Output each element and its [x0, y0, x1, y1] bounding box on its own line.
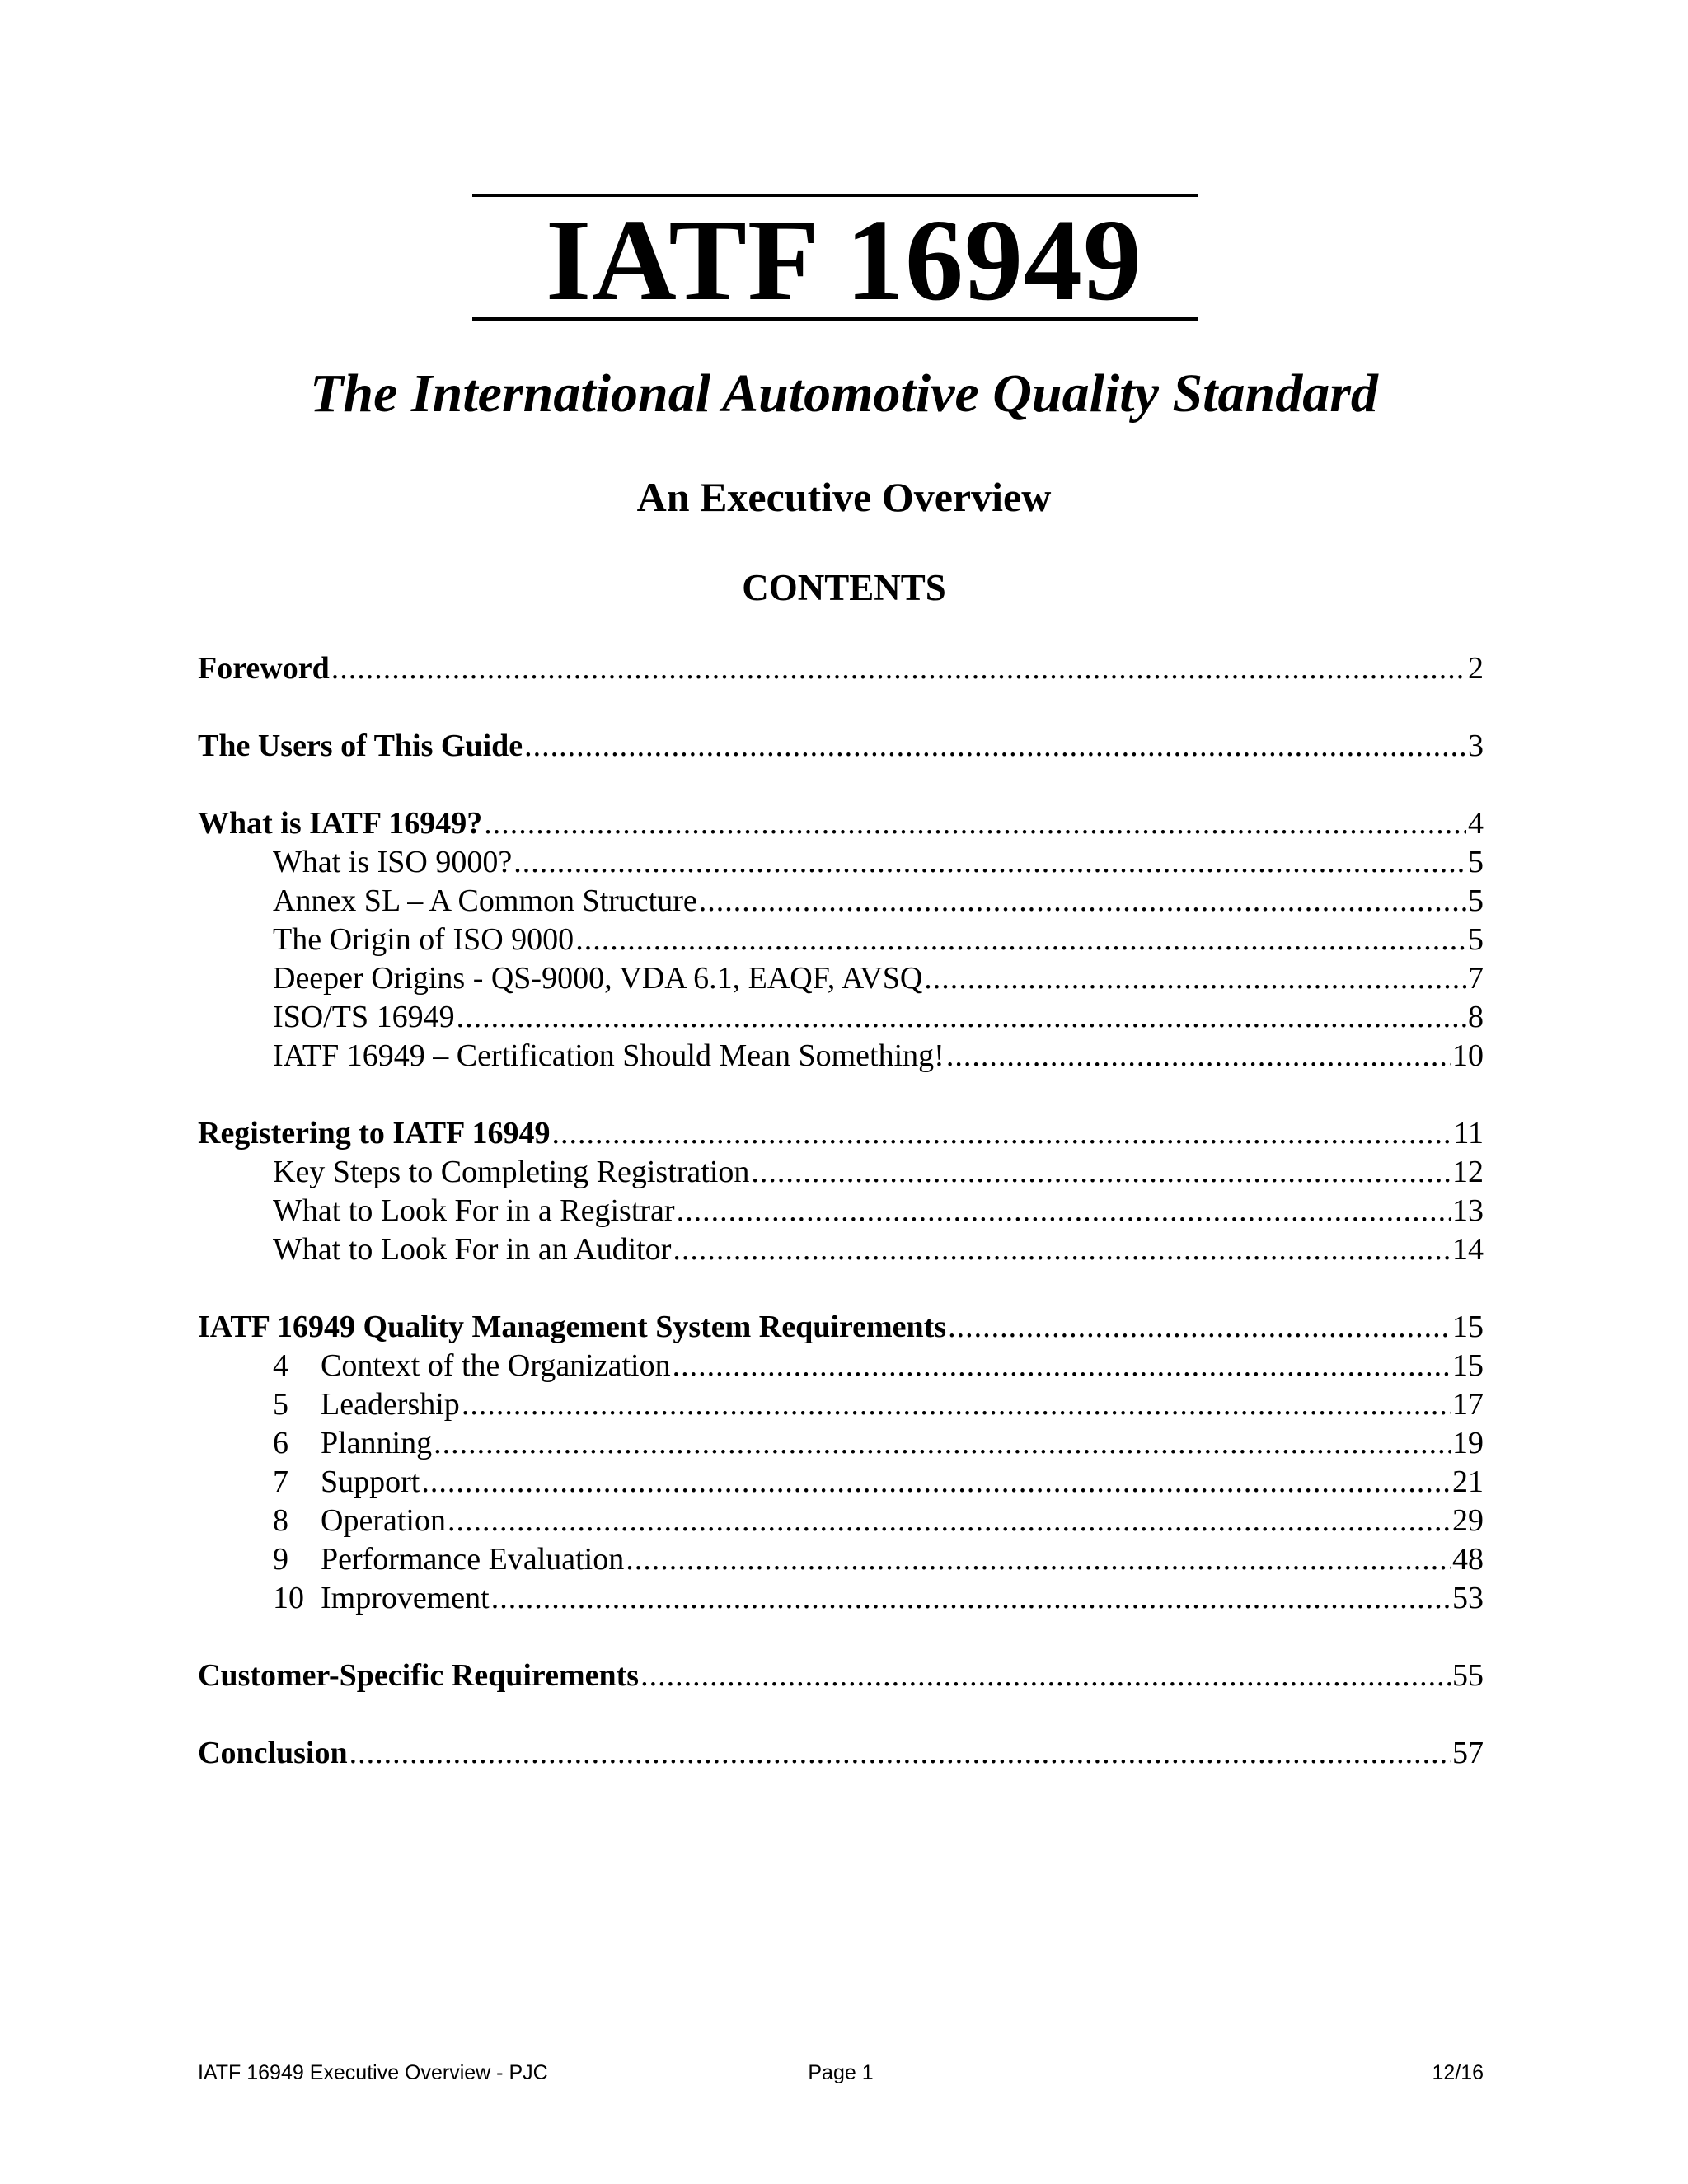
- toc-subentry-label: IATF 16949 – Certification Should Mean Something!: [273, 1038, 945, 1073]
- toc-subentry: [198, 1153, 1484, 1192]
- toc-subentry-label: The Origin of ISO 9000: [273, 922, 574, 957]
- toc-leader-dots: [448, 1502, 1451, 1540]
- toc-leader-dots: [513, 843, 1466, 882]
- toc-leader-dots: [946, 1037, 1451, 1076]
- toc-subentry-label: Deeper Origins - QS-9000, VDA 6.1, EAQF, AVSQ: [273, 961, 923, 996]
- toc-page-number: 57: [1452, 1736, 1484, 1770]
- toc-page-number: 4: [1468, 806, 1484, 841]
- toc-leader-dots: [673, 1347, 1451, 1385]
- toc-page-number: 13: [1452, 1193, 1484, 1228]
- contents-heading: CONTENTS: [742, 567, 946, 608]
- toc-subentry: [198, 1502, 1484, 1540]
- toc-page-number: 5: [1468, 922, 1484, 957]
- toc-page-number: 53: [1452, 1581, 1484, 1615]
- toc-leader-dots: [331, 649, 1466, 688]
- toc-subentry-label: Performance Evaluation: [321, 1542, 625, 1577]
- toc-page-number: 5: [1468, 883, 1484, 918]
- footer-page-number: Page 1: [808, 2061, 874, 2084]
- toc-clause-number: 4: [273, 1348, 288, 1383]
- toc-subentry: [198, 1540, 1484, 1579]
- toc-page-number: 7: [1468, 961, 1484, 996]
- toc-leader-dots: [673, 1230, 1451, 1269]
- toc-leader-dots: [457, 998, 1466, 1037]
- toc-leader-dots: [677, 1192, 1451, 1230]
- toc-clause-number: 6: [273, 1426, 288, 1460]
- toc-page-number: 5: [1468, 845, 1484, 879]
- toc-subentry-label: Key Steps to Completing Registration: [273, 1155, 750, 1189]
- toc-subentry-label: Planning: [321, 1426, 433, 1460]
- toc-entry-what-is: [198, 804, 1484, 843]
- toc-leader-dots: [924, 959, 1466, 998]
- document-overview-heading: An Executive Overview: [636, 474, 1052, 520]
- toc-subentry: [198, 1230, 1484, 1269]
- toc-page-number: 19: [1452, 1426, 1484, 1460]
- toc-subentry: [198, 1424, 1484, 1463]
- footer-date: 12/16: [1432, 2061, 1484, 2084]
- toc-leader-dots: [524, 727, 1466, 766]
- toc-subentry: [198, 959, 1484, 998]
- toc-entry-conclusion: [198, 1734, 1484, 1773]
- title-rule-bottom: [472, 317, 1198, 321]
- toc-leader-dots: [551, 1114, 1451, 1153]
- toc-leader-dots: [751, 1153, 1451, 1192]
- toc-subentry: [198, 998, 1484, 1037]
- toc-subentry: [198, 843, 1484, 882]
- toc-subentry-label: Leadership: [321, 1387, 460, 1422]
- toc-page-number: 15: [1452, 1348, 1484, 1383]
- toc-subentry-label: What is ISO 9000?: [273, 845, 513, 879]
- toc-page-number: 3: [1468, 729, 1484, 763]
- toc-clause-number: 8: [273, 1503, 288, 1538]
- toc-leader-dots: [575, 921, 1466, 959]
- toc-leader-dots: [640, 1657, 1451, 1695]
- toc-subentry-label: ISO/TS 16949: [273, 1000, 455, 1034]
- toc-entry-customer-specific: [198, 1657, 1484, 1695]
- document-title: IATF 16949: [546, 194, 1142, 325]
- toc-subentry: [198, 1347, 1484, 1385]
- toc-leader-dots: [491, 1579, 1451, 1618]
- toc-page-number: 17: [1452, 1387, 1484, 1422]
- document-subtitle: The International Automotive Quality Standard: [310, 363, 1378, 424]
- toc-entry-label: Conclusion: [198, 1736, 348, 1770]
- toc-subentry-label: Operation: [321, 1503, 446, 1538]
- toc-entry-users: [198, 727, 1484, 766]
- toc-entry-label: Registering to IATF 16949: [198, 1116, 551, 1151]
- toc-subentry: [198, 921, 1484, 959]
- toc-entry-foreword: [198, 649, 1484, 688]
- toc-entry-qms-requirements: [198, 1308, 1484, 1347]
- toc-subentry: [198, 1385, 1484, 1424]
- toc-subentry: [198, 1037, 1484, 1076]
- toc-subentry-label: Context of the Organization: [321, 1348, 671, 1383]
- toc-entry-label: The Users of This Guide: [198, 729, 523, 763]
- toc-leader-dots: [349, 1734, 1451, 1773]
- toc-page-number: 48: [1452, 1542, 1484, 1577]
- toc-leader-dots: [626, 1540, 1451, 1579]
- toc-subentry: [198, 1463, 1484, 1502]
- toc-page-number: 55: [1452, 1658, 1484, 1693]
- toc-page-number: 15: [1452, 1310, 1484, 1344]
- toc-clause-number: 7: [273, 1465, 288, 1499]
- toc-clause-number: 9: [273, 1542, 288, 1577]
- footer-document-name: IATF 16949 Executive Overview - PJC: [198, 2061, 548, 2084]
- toc-page-number: 11: [1453, 1116, 1484, 1151]
- toc-subentry-label: What to Look For in a Registrar: [273, 1193, 675, 1228]
- toc-page-number: 21: [1452, 1465, 1484, 1499]
- toc-page-number: 10: [1452, 1038, 1484, 1073]
- page-footer: [198, 2056, 1484, 2089]
- toc-subentry: [198, 882, 1484, 921]
- toc-entry-registering: [198, 1114, 1484, 1153]
- toc-subentry-label: Support: [321, 1465, 420, 1499]
- toc-subentry: [198, 1579, 1484, 1618]
- toc-page-number: 8: [1468, 1000, 1484, 1034]
- toc-page-number: 14: [1452, 1232, 1484, 1267]
- toc-subentry-label: Improvement: [321, 1581, 490, 1615]
- table-of-contents: [198, 649, 1484, 1773]
- toc-entry-label: IATF 16949 Quality Management System Requirements: [198, 1310, 947, 1344]
- toc-leader-dots: [484, 804, 1466, 843]
- toc-leader-dots: [948, 1308, 1451, 1347]
- toc-entry-label: Foreword: [198, 651, 330, 686]
- toc-page-number: 12: [1452, 1155, 1484, 1189]
- toc-subentry-label: Annex SL – A Common Structure: [273, 883, 697, 918]
- toc-leader-dots: [699, 882, 1466, 921]
- toc-entry-label: Customer-Specific Requirements: [198, 1658, 640, 1693]
- toc-leader-dots: [421, 1463, 1451, 1502]
- toc-clause-number: 10: [273, 1581, 304, 1615]
- toc-subentry: [198, 1192, 1484, 1230]
- toc-entry-label: What is IATF 16949?: [198, 806, 483, 841]
- toc-leader-dots: [462, 1385, 1451, 1424]
- toc-clause-number: 5: [273, 1387, 288, 1422]
- toc-subentry-label: What to Look For in an Auditor: [273, 1232, 672, 1267]
- toc-leader-dots: [434, 1424, 1451, 1463]
- toc-page-number: 2: [1468, 651, 1484, 686]
- toc-page-number: 29: [1452, 1503, 1484, 1538]
